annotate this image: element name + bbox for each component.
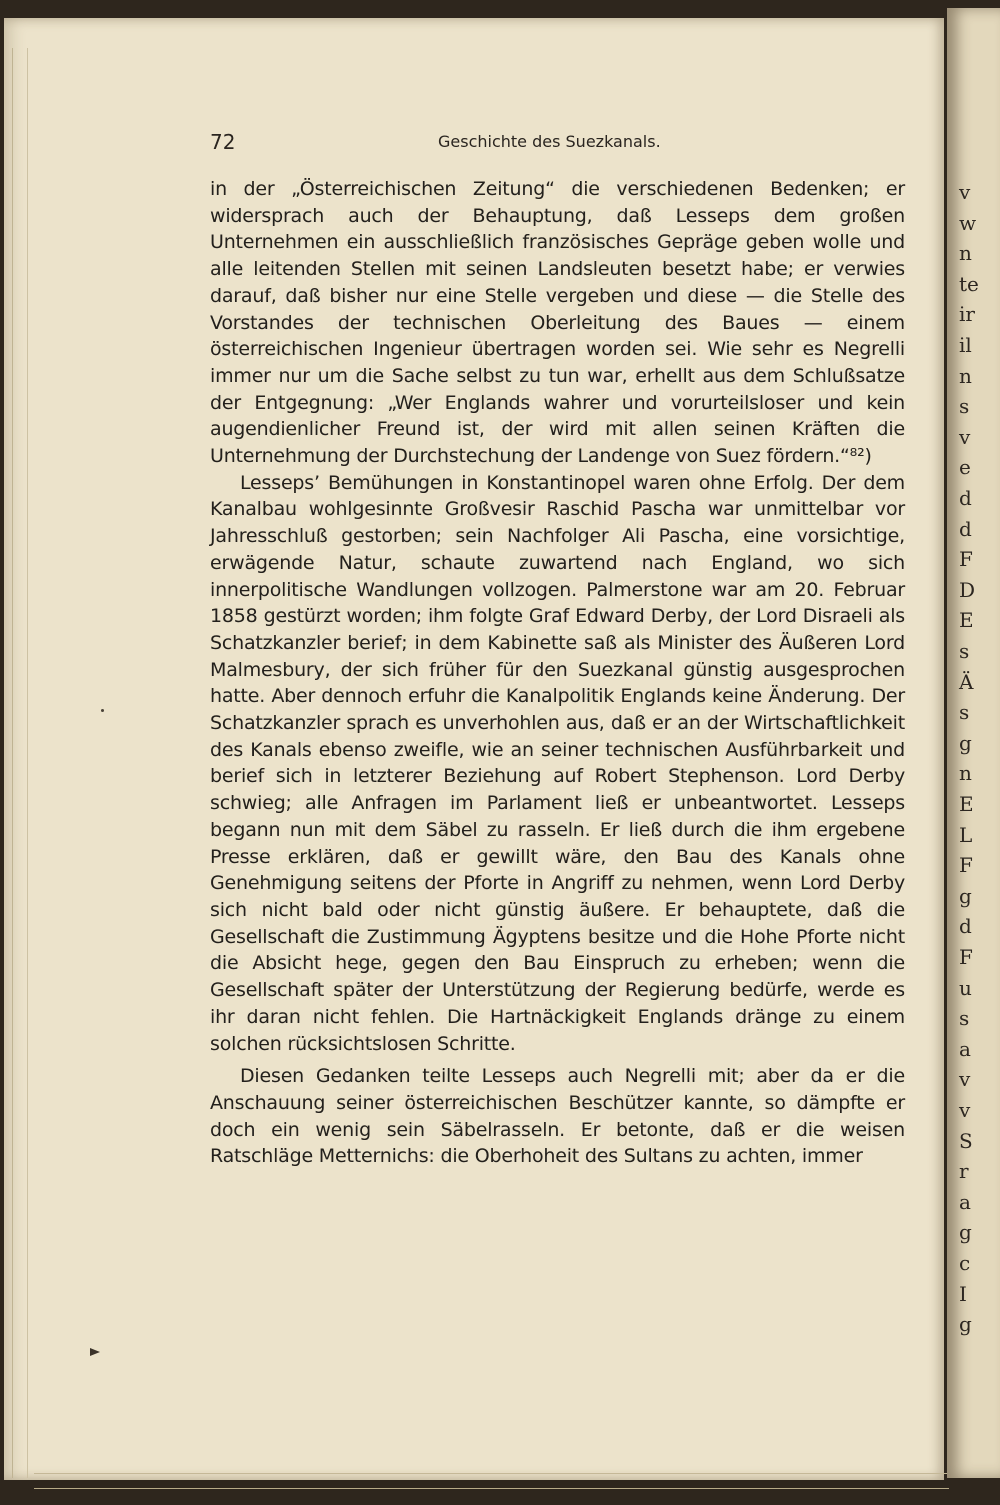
facing-page-fragment: Ä bbox=[959, 669, 974, 694]
facing-page-fragment: ir bbox=[959, 302, 975, 327]
speck-mark bbox=[101, 709, 104, 712]
facing-page-fragment: a bbox=[959, 1036, 971, 1061]
facing-page-fragment: F bbox=[959, 945, 973, 969]
facing-page-fragment: il bbox=[959, 333, 972, 357]
facing-page-fragment: E bbox=[959, 792, 974, 816]
facing-page-fragment: v bbox=[959, 180, 971, 204]
facing-page-fragment: L bbox=[959, 822, 973, 847]
facing-page-fragment: r bbox=[959, 1159, 969, 1184]
paragraph-2: Lesseps’ Bemühungen in Konstantinopel waren ohne Erfolg. Der dem Kanalbau wohlgesinnte Großvesir Raschid Pascha war unmittelbar vor Jahresschluß gestorben; sein Nachfolger Ali Pascha, eine vorsichtige, erwägende Natur, schaute zuwartend nach England, wo sich innerpolitische Wandlungen vollzogen. Palmerstone war am 20. Februar 1858 gestürzt worden; ihm folgte Graf Edward Derby, der Lord Disraeli als Schatzkanzler berief; in dem Kabinette saß als Minister des Äußeren Lord Malmesbury, der sich früher für den Suezkanal günstig ausgesprochen hatte. Aber dennoch erfuhr die Kanalpolitik Englands keine Änderung. Der Schatzkanzler sprach es unverhohlen aus, daß er an der Wirtschaftlichkeit des Kanals ebenso zweifle, wie an seiner technischen Ausführbarkeit und berief sich in letzterer Beziehung auf Robert Stephenson. Lord Derby schwieg; alle Anfragen im Parlament ließ er unbeantwortet. Lesseps begann nun mit dem Säbel zu rasseln. Er ließ durch die ihm ergebene Presse erklären, daß er gewillt wäre, den Bau des Kanals ohne Genehmigung seitens der Pforte in Angriff zu nehmen, wenn Lord Derby sich nicht bald oder nicht günstig äußere. Er behauptete, daß die Gesellschaft die Zustimmung Ägyptens besitze und die Hohe Pforte nicht die Absicht hege, gegen den Bau Einspruch zu erheben; wenn die Gesellschaft später der Unterstützung der Regierung bedürfe, werde es ihr daran nicht fehlen. Die Hartnäckigkeit Englands dränge zu einem solchen rücksichtslosen Schritte. bbox=[210, 471, 905, 1055]
facing-page-fragment: g bbox=[959, 1312, 972, 1337]
running-title: Geschichte des Suezkanals. bbox=[438, 132, 661, 151]
facing-page-fragment: S bbox=[959, 1128, 973, 1153]
facing-page-fragment: c bbox=[959, 1251, 971, 1275]
page-edge-bottom bbox=[34, 1473, 949, 1489]
page-number: 72 bbox=[210, 130, 236, 154]
facing-page-fragment: v bbox=[959, 424, 971, 449]
facing-page-fragment: e bbox=[959, 455, 971, 480]
facing-page-fragment: n bbox=[959, 761, 972, 786]
facing-page-fragment: n bbox=[959, 363, 972, 388]
facing-page-fragment: d bbox=[959, 516, 972, 541]
facing-page-fragment: u bbox=[959, 975, 972, 1000]
facing-page-fragment: w bbox=[959, 210, 977, 235]
body-text bbox=[210, 176, 905, 1170]
facing-page-fragment: D bbox=[959, 577, 976, 602]
facing-page-fragment: d bbox=[959, 486, 972, 510]
facing-page-fragment: s bbox=[959, 639, 970, 663]
facing-page-fragment: v bbox=[959, 1067, 971, 1092]
paragraph-3: Diesen Gedanken teilte Lesseps auch Negrelli mit; aber da er die Anschauung seiner österreichischen Beschützer kannte, so dämpfte er doch ein wenig sein Säbelrasseln. Er betonte, daß er die weisen Ratschläge Metternichs: die Oberhoheit des Sultans zu achten, immer bbox=[210, 1065, 905, 1168]
facing-page-fragment: s bbox=[959, 700, 970, 725]
facing-page-fragment: s bbox=[959, 1006, 970, 1031]
facing-page-fragment: F bbox=[959, 547, 973, 572]
facing-page-fragment: g bbox=[959, 730, 972, 755]
facing-page-fragment: d bbox=[959, 914, 972, 939]
facing-page-fragment: s bbox=[959, 394, 970, 419]
facing-page-fragment: n bbox=[959, 241, 972, 266]
page-edge-left bbox=[12, 48, 28, 1478]
facing-page-fragment: E bbox=[959, 608, 974, 633]
facing-page-fragment: v bbox=[959, 1098, 971, 1122]
facing-page-fragment: F bbox=[959, 853, 973, 878]
facing-page-fragment: I bbox=[959, 1281, 967, 1306]
facing-page-fragment: te bbox=[959, 271, 979, 296]
facing-page-fragment: g bbox=[959, 1220, 972, 1245]
facing-page-fragment: a bbox=[959, 1189, 971, 1214]
margin-mark bbox=[90, 1348, 100, 1356]
facing-page bbox=[947, 8, 1000, 1478]
paragraph-1: in der „Österreichischen Zeitung“ die verschiedenen Bedenken; er widersprach auch der Behauptung, daß Lesseps dem großen Unternehmen ein ausschließlich französisches Gepräge geben wolle und alle leitenden Stellen mit seinen Landsleuten besetzt habe; er verwies darauf, daß bisher nur eine Stelle vergeben und diese — die Stelle des Vorstandes der technischen Oberleitung des Baues — einem österreichischen Ingenieur übertragen worden sei. Wie sehr es Negrelli immer nur um die Sache selbst zu tun war, erhellt aus dem Schlußsatze der Entgegnung: „Wer Englands wahrer und vorurteilsloser und kein augendienlicher Freund ist, der wird mit allen seinen Kräften die Unternehmung der Durchstechung der Landenge von Suez fördern.“⁸²) bbox=[210, 178, 905, 468]
running-head bbox=[210, 130, 905, 160]
facing-page-fragment: g bbox=[959, 883, 972, 908]
